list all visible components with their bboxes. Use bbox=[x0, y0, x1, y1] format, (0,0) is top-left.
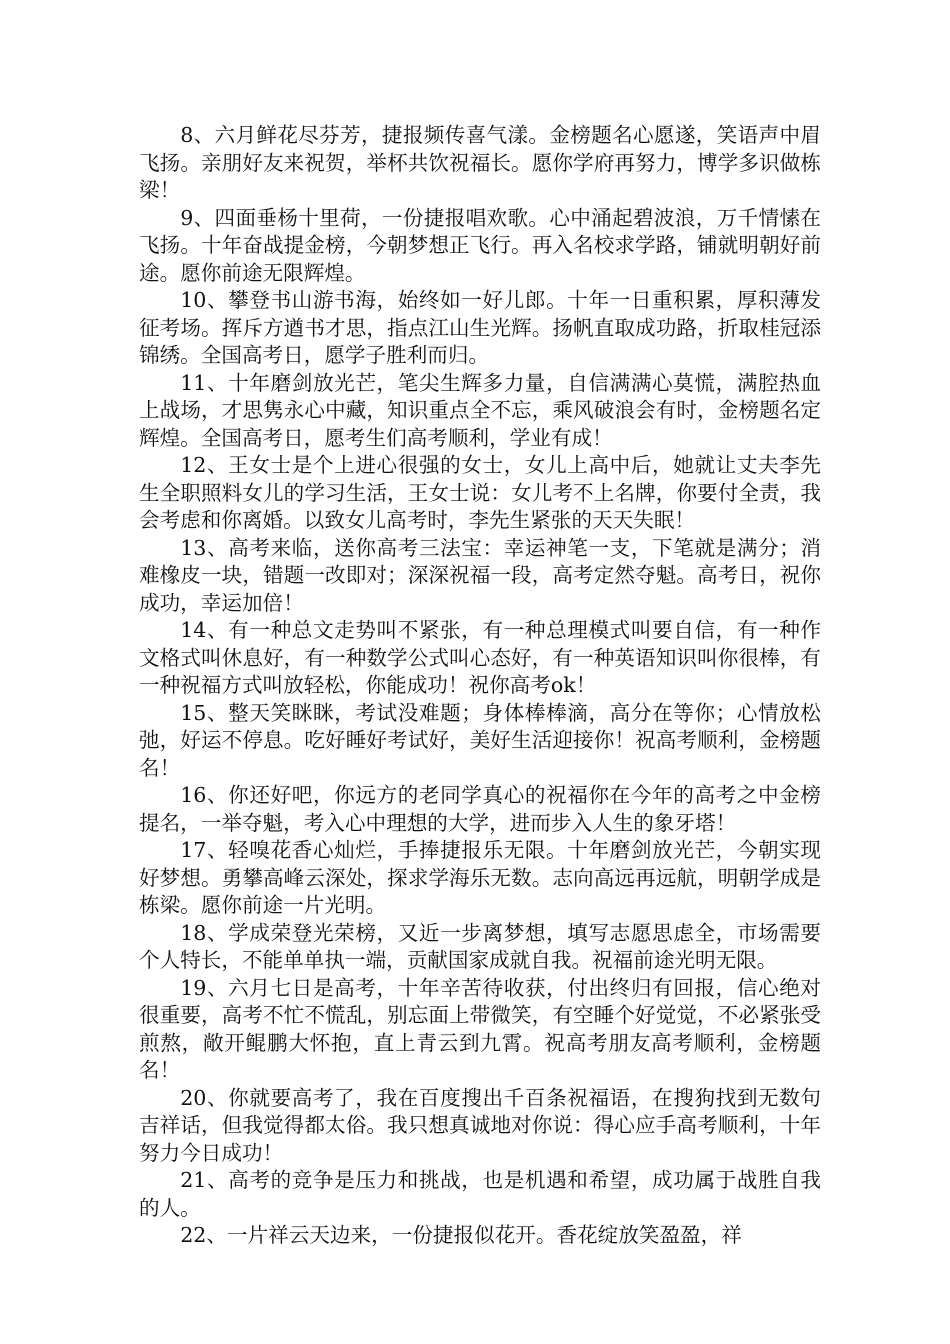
paragraph-9: 9、四面垂杨十里荷，一份捷报唱欢歌。心中涌起碧波浪，万千情愫在飞扬。十年奋战提金榜，今朝梦想正飞行。再入名校求学路，铺就明朝好前途。愿你前途无限辉煌。 bbox=[139, 205, 821, 285]
paragraph-16: 16、你还好吧，你远方的老同学真心的祝福你在今年的高考之中金榜提名，一举夺魁，考入心中理想的大学，进而步入人生的象牙塔！ bbox=[139, 783, 821, 835]
document-body bbox=[139, 122, 821, 1250]
paragraph-8: 8、六月鲜花尽芬芳，捷报频传喜气漾。金榜题名心愿遂，笑语声中眉飞扬。亲朋好友来祝贺，举杯共饮祝福长。愿你学府再努力，博学多识做栋梁！ bbox=[139, 123, 821, 202]
paragraph-15: 15、整天笑眯眯，考试没难题；身体棒棒滴，高分在等你；心情放松弛，好运不停息。吃好睡好考试好，美好生活迎接你！祝高考顺利，金榜题名！ bbox=[139, 700, 821, 780]
paragraph-18: 18、学成荣登光荣榜，又近一步离梦想，填写志愿思虑全，市场需要个人特长，不能单单执一端，贡献国家成就自我。祝福前途光明无限。 bbox=[139, 920, 821, 972]
paragraph-14: 14、有一种总文走势叫不紧张，有一种总理模式叫要自信，有一种作文格式叫休息好，有一种数学公式叫心态好，有一种英语知识叫你很棒，有一种祝福方式叫放轻松，你能成功！祝你高考ok！ bbox=[139, 618, 821, 697]
paragraph-22: 22、一片祥云天边来，一份捷报似花开。香花绽放笑盈盈，祥 bbox=[180, 1223, 742, 1247]
paragraph-19: 19、六月七日是高考，十年辛苦待收获，付出终归有回报，信心绝对很重要，高考不忙不慌乱，别忘面上带微笑，有空睡个好觉觉，不必紧张受煎熬，敞开鲲鹏大怀抱，直上青云到九霄。祝高考朋友高考顺利，金榜题名！ bbox=[139, 975, 821, 1082]
paragraph-12: 12、王女士是个上进心很强的女士，女儿上高中后，她就让丈夫李先生全职照料女儿的学习生活，王女士说：女儿考不上名牌，你要付全责，我会考虑和你离婚。以致女儿高考时，李先生紧张的天天失眠！ bbox=[139, 453, 821, 532]
paragraph-21: 21、高考的竞争是压力和挑战，也是机遇和希望，成功属于战胜自我的人。 bbox=[139, 1168, 821, 1220]
paragraph-20: 20、你就要高考了，我在百度搜出千百条祝福语，在搜狗找到无数句吉祥话，但我觉得都太俗。我只想真诚地对你说：得心应手高考顺利，十年努力今日成功！ bbox=[139, 1085, 821, 1165]
paragraph-11: 11、十年磨剑放光芒，笔尖生辉多力量，自信满满心莫慌，满腔热血上战场，才思隽永心中藏，知识重点全不忘，乘风破浪会有时，金榜题名定辉煌。全国高考日，愿考生们高考顺利，学业有成！ bbox=[139, 370, 821, 450]
paragraph-10: 10、攀登书山游书海，始终如一好儿郎。十年一日重积累，厚积薄发征考场。挥斥方遒书才思，指点江山生光辉。扬帆直取成功路，折取桂冠添锦绣。全国高考日，愿学子胜利而归。 bbox=[139, 288, 821, 367]
paragraph-13: 13、高考来临，送你高考三法宝：幸运神笔一支，下笔就是满分；消难橡皮一块，错题一改即对；深深祝福一段，高考定然夺魁。高考日，祝你成功，幸运加倍！ bbox=[139, 535, 821, 615]
paragraph-17: 17、轻嗅花香心灿烂，手捧捷报乐无限。十年磨剑放光芒，今朝实现好梦想。勇攀高峰云深处，探求学海乐无数。志向高远再远航，明朝学成是栋梁。愿你前途一片光明。 bbox=[139, 838, 821, 917]
